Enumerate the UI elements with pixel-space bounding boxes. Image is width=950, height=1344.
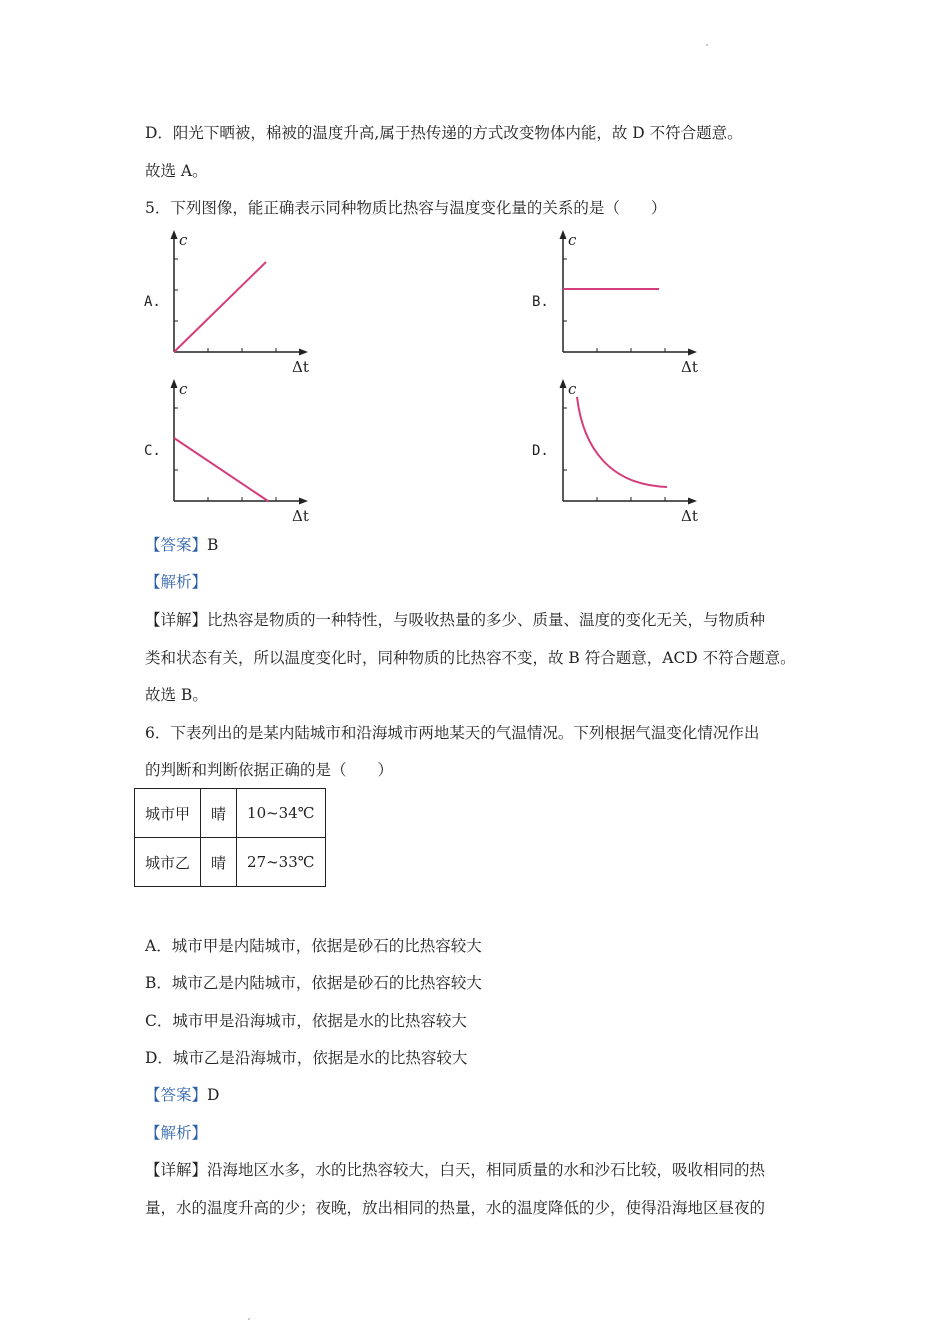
table-cell: 城市甲 [135,789,201,838]
detail-tag: 【详解】 [145,1161,208,1179]
q6-detail-line2: 量，水的温度升高的少；夜晚，放出相同的热量，水的温度降低的少，使得沿海地区昼夜的 [145,1199,766,1217]
previous-choice: 故选 A。 [145,162,208,180]
weather-table [134,788,326,887]
graph-a-svg [150,228,320,378]
graph-a [150,228,320,378]
q6-option-b: B．城市乙是内陆城市，依据是砂石的比热容较大 [145,974,482,992]
graph-b-svg [539,228,709,378]
answer-tag: 【答案】 [145,536,208,554]
q6-analysis-tag: 【解析】 [145,1124,208,1142]
y-axis-arrow [171,230,178,239]
answer-tag: 【答案】 [145,1086,208,1104]
y-axis-label: c [568,231,577,249]
x-axis-arrow [299,349,308,356]
rising-line [174,262,266,352]
q6-option-d: D．城市乙是沿海城市，依据是水的比热容较大 [145,1049,468,1067]
x-axis-arrow [688,349,697,356]
y-axis-arrow [171,379,178,388]
x-axis-label: Δt [292,507,309,525]
q6-stem-line1: 6．下表列出的是某内陆城市和沿海城市两地某天的气温情况。下列根据气温变化情况作出 [145,724,760,742]
previous-option-d: D．阳光下晒被，棉被的温度升高,属于热传递的方式改变物体内能，故 D 不符合题意。 [145,124,743,142]
answer-value: B [207,536,219,554]
table-cell: 晴 [201,789,237,838]
y-axis-label: c [179,231,188,249]
x-axis-label: Δt [681,358,698,376]
graph-c-svg [150,377,320,527]
q5-conclusion: 故选 B。 [145,686,208,704]
q6-option-a: A．城市甲是内陆城市，依据是砂石的比热容较大 [145,937,482,955]
graph-d [539,377,709,527]
table-cell: 10~34℃ [237,789,326,838]
table-row [135,789,326,838]
graph-a-label: A. [144,294,161,310]
q6-stem-line2: 的判断和判断依据正确的是（ ） [145,761,394,779]
table-row [135,838,326,887]
q5-stem: 5．下列图像，能正确表示同种物质比热容与温度变化量的关系的是（ ） [145,199,667,217]
detail-tag: 【详解】 [145,611,208,629]
table-cell: 城市乙 [135,838,201,887]
graph-c [150,377,320,527]
q6-detail-line1 [145,1159,765,1181]
graph-b-label: B. [532,294,549,310]
y-axis-label: c [568,380,577,398]
x-axis-label: Δt [681,507,698,525]
x-axis-arrow [299,498,308,505]
table-cell: 晴 [201,838,237,887]
decorative-dot [706,44,708,46]
q5-analysis-tag: 【解析】 [145,573,208,591]
y-axis-arrow [560,230,567,239]
detail-text: 沿海地区水多，水的比热容较大，白天，相同质量的水和沙石比较，吸收相同的热 [207,1161,766,1179]
q5-detail-line1 [145,609,765,631]
answer-value: D [207,1086,220,1104]
x-axis-arrow [688,498,697,505]
table-cell: 27~33℃ [237,838,326,887]
y-axis-label: c [179,380,188,398]
q6-answer [145,1084,219,1106]
x-axis-label: Δt [292,358,309,376]
decaying-curve [577,397,667,487]
falling-line [174,438,268,501]
graph-b [539,228,709,378]
graph-d-label: D. [532,443,549,459]
q6-option-c: C．城市甲是沿海城市，依据是水的比热容较大 [145,1012,467,1030]
graph-d-svg [539,377,709,527]
y-axis-arrow [560,379,567,388]
graph-c-label: C. [144,443,161,459]
q5-answer [145,534,218,556]
q5-detail-line2: 类和状态有关，所以温度变化时，同种物质的比热容不变，故 B 符合题意，ACD 不符合题意。 [145,649,796,667]
detail-text: 比热容是物质的一种特性，与吸收热量的多少、质量、温度的变化无关，与物质种 [207,611,766,629]
decorative-dot [248,1318,250,1320]
